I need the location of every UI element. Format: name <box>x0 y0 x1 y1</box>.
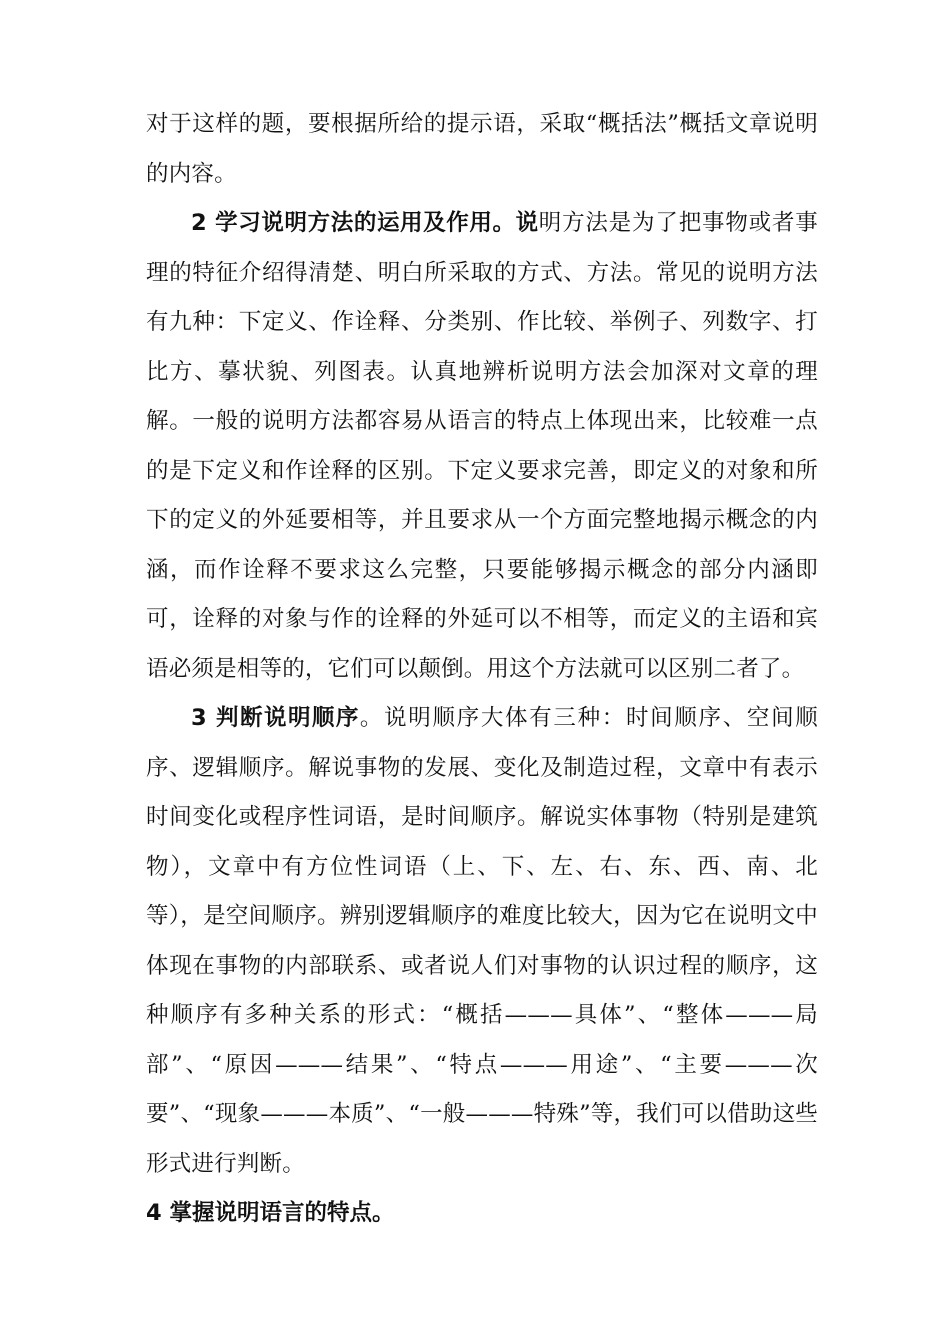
section-heading-3: 3 判断说明顺序 <box>191 705 360 731</box>
paragraph-language-features <box>146 1189 818 1239</box>
paragraph-explanation-methods <box>146 199 818 694</box>
paragraph-text: 明方法是为了把事物或者事理的特征介绍得清楚、明白所采取的方式、方法。常见的说明方法有九种：下定义、作诠释、分类别、作比较、举例子、列数字、打比方、摹状貌、列图表。认真地辨析说明方法会加深对文章的理解。一般的说明方法都容易从语言的特点上体现出来，比较难一点的是下定义和作诠释的区别。下定义要求完善，即定义的对象和所下的定义的外延要相等，并且要求从一个方面完整地揭示概念的内涵，而作诠释不要求这么完整，只要能够揭示概念的部分内涵即可，诠释的对象与作的诠释的外延可以不相等，而定义的主语和宾语必须是相等的，它们可以颠倒。用这个方法就可以区别二者了。 <box>146 210 818 682</box>
section-heading-4: 4 掌握说明语言的特点。 <box>146 1200 395 1226</box>
paragraph-summary-method <box>146 100 818 199</box>
paragraph-text: 对于这样的题，要根据所给的提示语，采取“概括法”概括文章说明的内容。 <box>146 111 818 187</box>
paragraph-explanation-order <box>146 694 818 1189</box>
paragraph-text: 。说明顺序大体有三种：时间顺序、空间顺序、逻辑顺序。解说事物的发展、变化及制造过程，文章中有表示时间变化或程序性词语，是时间顺序。解说实体事物（特别是建筑物），文章中有方位性词语（上、下、左、右、东、西、南、北等），是空间顺序。辨别逻辑顺序的难度比较大，因为它在说明文中体现在事物的内部联系、或者说人们对事物的认识过程的顺序，这种顺序有多种关系的形式：“概括———具体”、“整体———局部”、“原因———结果”、“特点———用途”、“主要———次要”、“现象———本质”、“一般———特殊”等，我们可以借助这些形式进行判断。 <box>146 705 818 1177</box>
document-page <box>146 100 818 1239</box>
section-heading-2: 2 学习说明方法的运用及作用。说 <box>191 210 539 236</box>
